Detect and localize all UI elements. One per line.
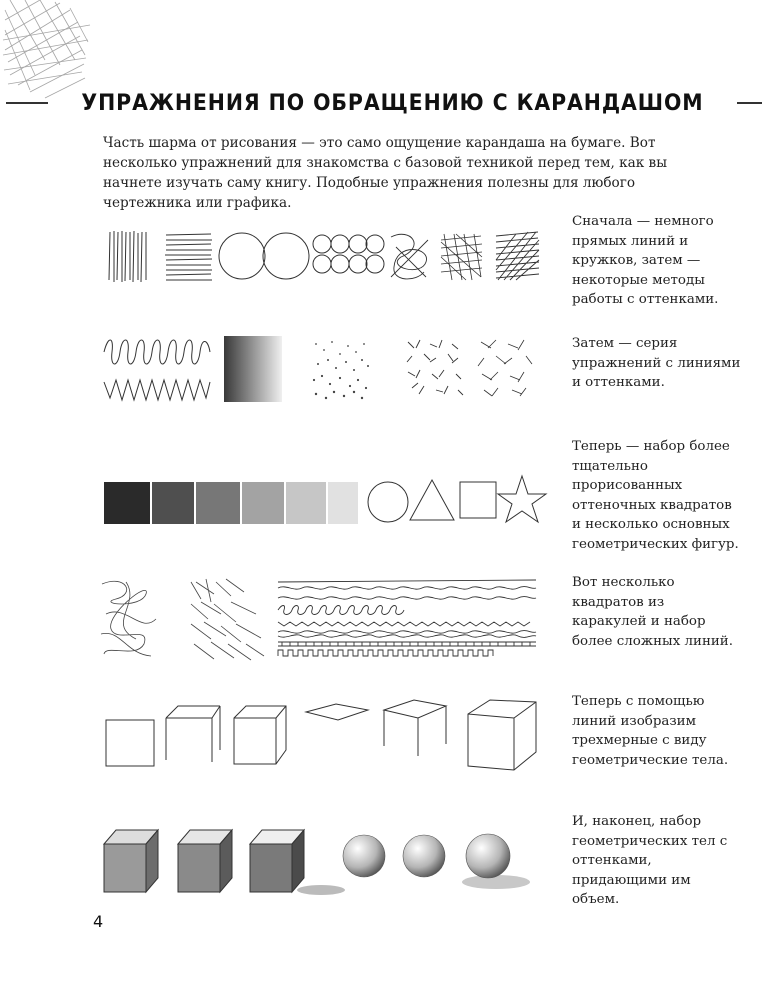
shade-square-1 bbox=[104, 482, 150, 524]
rhombus-outline-sketch bbox=[306, 704, 368, 720]
vertical-lines-sketch bbox=[109, 231, 146, 282]
zigzag-line-row-4 bbox=[278, 622, 530, 626]
intro-paragraph: Часть шарма от рисования — это само ощущение карандаша на бумаге. Вот несколько упражнений для знакомства с базовой техникой перед тем, как вы начнете изучать саму книгу. Подобные упражнения полезны для любого чертежника или графика. bbox=[103, 135, 668, 211]
caption-row-1: Сначала — немного прямых линий и кружков, затем — некоторые методы работы с оттенками. bbox=[572, 214, 719, 307]
circle-shape-sketch bbox=[368, 482, 408, 522]
shaded-cube-sketch-3 bbox=[250, 830, 304, 892]
cube-large-sketch bbox=[468, 700, 536, 770]
title-rule-right bbox=[737, 102, 762, 104]
braid-line-row-4 bbox=[278, 631, 536, 638]
page-number: 4 bbox=[93, 912, 104, 931]
table-frame-sketch bbox=[384, 700, 446, 756]
exercise-row-1-drawings bbox=[96, 222, 556, 292]
square-shape-sketch bbox=[460, 482, 496, 518]
crosshatch-grid-square-sketch bbox=[478, 340, 532, 396]
corner-crosshatch-sketch bbox=[0, 0, 95, 105]
scribble-square-sketch-2 bbox=[191, 579, 264, 660]
cube-shadow bbox=[297, 885, 345, 895]
stripes-line-row-4 bbox=[278, 642, 536, 646]
exercise-row-6-drawings bbox=[96, 818, 556, 904]
page-title-row bbox=[80, 86, 704, 120]
exercise-row-5-drawings bbox=[96, 694, 556, 774]
exercise-row-2-drawings bbox=[96, 330, 556, 410]
small-circles-sketch bbox=[313, 235, 384, 273]
square-wave-line-row-4 bbox=[278, 650, 493, 656]
shade-square-5 bbox=[286, 482, 326, 524]
exercise-row-4-drawings bbox=[96, 574, 556, 664]
horizontal-lines-sketch bbox=[165, 234, 212, 280]
shaded-cube-sketch-1 bbox=[104, 830, 158, 892]
caption-row-2: Затем — серия упражнений с линиями и оттенками. bbox=[572, 336, 741, 390]
scribble-tangle-sketch bbox=[391, 234, 428, 279]
shaded-sphere-sketch-1 bbox=[343, 835, 385, 877]
wavy-line-1 bbox=[278, 580, 536, 582]
shaded-sphere-sketch-2 bbox=[403, 835, 445, 877]
shaded-sphere-sketch-3 bbox=[462, 834, 530, 889]
triangle-shape-sketch bbox=[410, 480, 454, 520]
circle-sketch-1 bbox=[219, 233, 265, 279]
caption-row-3: Теперь — набор более тщательно прорисованных оттеночных квадратов и несколько основных геометрических фигур. bbox=[572, 439, 739, 552]
wavy-line-3 bbox=[278, 597, 536, 600]
dense-hatch-square-sketch bbox=[496, 232, 539, 280]
caption-row-4: Вот несколько квадратов из каракулей и набор более сложных линий. bbox=[572, 575, 733, 649]
square-outline-sketch bbox=[106, 720, 154, 766]
short-strokes-square-sketch bbox=[407, 340, 463, 395]
cube-outline-sketch bbox=[234, 706, 286, 764]
loop-line-row-4 bbox=[278, 606, 404, 615]
shade-square-2 bbox=[152, 482, 194, 524]
crosshatch-square-sketch bbox=[441, 234, 482, 280]
shade-square-6 bbox=[328, 482, 358, 524]
zigzag-line-sketch bbox=[104, 380, 210, 400]
shaded-cube-sketch-2 bbox=[178, 830, 232, 892]
page-title: УПРАЖНЕНИЯ ПО ОБРАЩЕНИЮ С КАРАНДАШОМ bbox=[80, 90, 704, 116]
star-shape-sketch bbox=[498, 476, 546, 522]
shade-square-3 bbox=[196, 482, 240, 524]
shade-square-4 bbox=[242, 482, 284, 524]
wavy-line-2 bbox=[278, 587, 536, 590]
stipple-square-sketch bbox=[313, 341, 369, 399]
scribble-square-sketch-1 bbox=[101, 581, 156, 656]
title-rule-left bbox=[6, 102, 48, 104]
circle-sketch-2 bbox=[263, 233, 309, 279]
cube-partial-sketch bbox=[166, 706, 220, 762]
gradient-shading-square-sketch bbox=[224, 336, 282, 402]
caption-row-6: И, наконец, набор геометрических тел с оттенками, придающими им объем. bbox=[572, 814, 728, 907]
loop-line-sketch bbox=[104, 340, 210, 364]
caption-row-5: Теперь с помощью линий изобразим трехмерные с виду геометрические тела. bbox=[572, 694, 729, 768]
exercise-row-3-drawings bbox=[96, 462, 556, 532]
